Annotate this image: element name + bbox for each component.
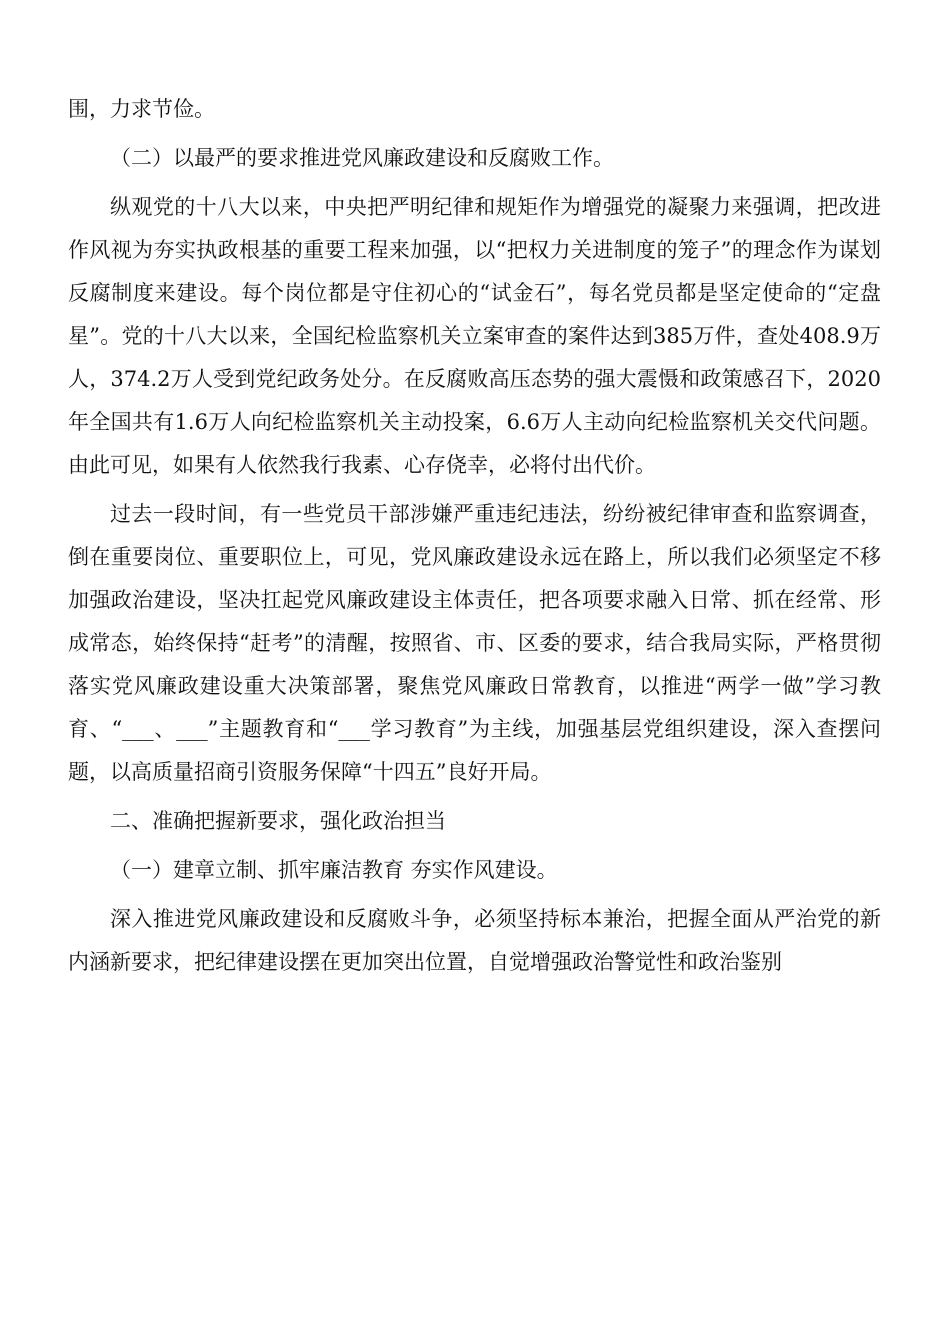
document-body bbox=[68, 88, 881, 984]
subheading-two: （二）以最严的要求推进党风廉政建设和反腐败工作。 bbox=[110, 146, 614, 170]
section-heading-two: 二、准确把握新要求，强化政治担当 bbox=[110, 809, 446, 833]
paragraph-continuation: 围，力求节俭。 bbox=[68, 97, 215, 121]
paragraph-standards-and-roots: 深入推进党风廉政建设和反腐败斗争，必须坚持标本兼治，把握全面从严治党的新内涵新要求，把纪律建设摆在更加突出位置，自觉增强政治警觉性和政治鉴别 bbox=[68, 907, 881, 974]
subheading-one: （一）建章立制、抓牢廉洁教育 夯实作风建设。 bbox=[110, 858, 558, 882]
paragraph-anticorruption-overview: 纵观党的十八大以来，中央把严明纪律和规矩作为增强党的凝聚力来强调，把改进作风视为夯实执政根基的重要工程来加强，以“把权力关进制度的笼子”的理念作为谋划反腐制度来建设。每个岗位都是守住初心的“试金石”，每名党员都是坚定使命的“定盘星”。党的十八大以来，全国纪检监察机关立案审查的案件达到385万件，查处408.9万人，374.2万人受到党纪政务处分。在反腐败高压态势的强大震慑和政策感召下，2020年全国共有1.6万人向纪检监察机关主动投案，6.6万人主动向纪检监察机关交代问题。由此可见，如果有人依然我行我素、心存侥幸，必将付出代价。 bbox=[68, 195, 881, 477]
paragraph-party-discipline: 过去一段时间，有一些党员干部涉嫌严重违纪违法，纷纷被纪律审查和监察调查，倒在重要岗位、重要职位上，可见，党风廉政建设永远在路上，所以我们必须坚定不移加强政治建设，坚决扛起党风廉政建设主体责任，把各项要求融入日常、抓在经常、形成常态，始终保持“赶考”的清醒，按照省、市、区委的要求，结合我局实际，严格贯彻落实党风廉政建设重大决策部署，聚焦党风廉政日常教育，以推进“两学一做”学习教育、“___、___”主题教育和“___学习教育”为主线，加强基层党组织建设，深入查摆问题，以高质量招商引资服务保障“十四五”良好开局。 bbox=[68, 502, 881, 784]
